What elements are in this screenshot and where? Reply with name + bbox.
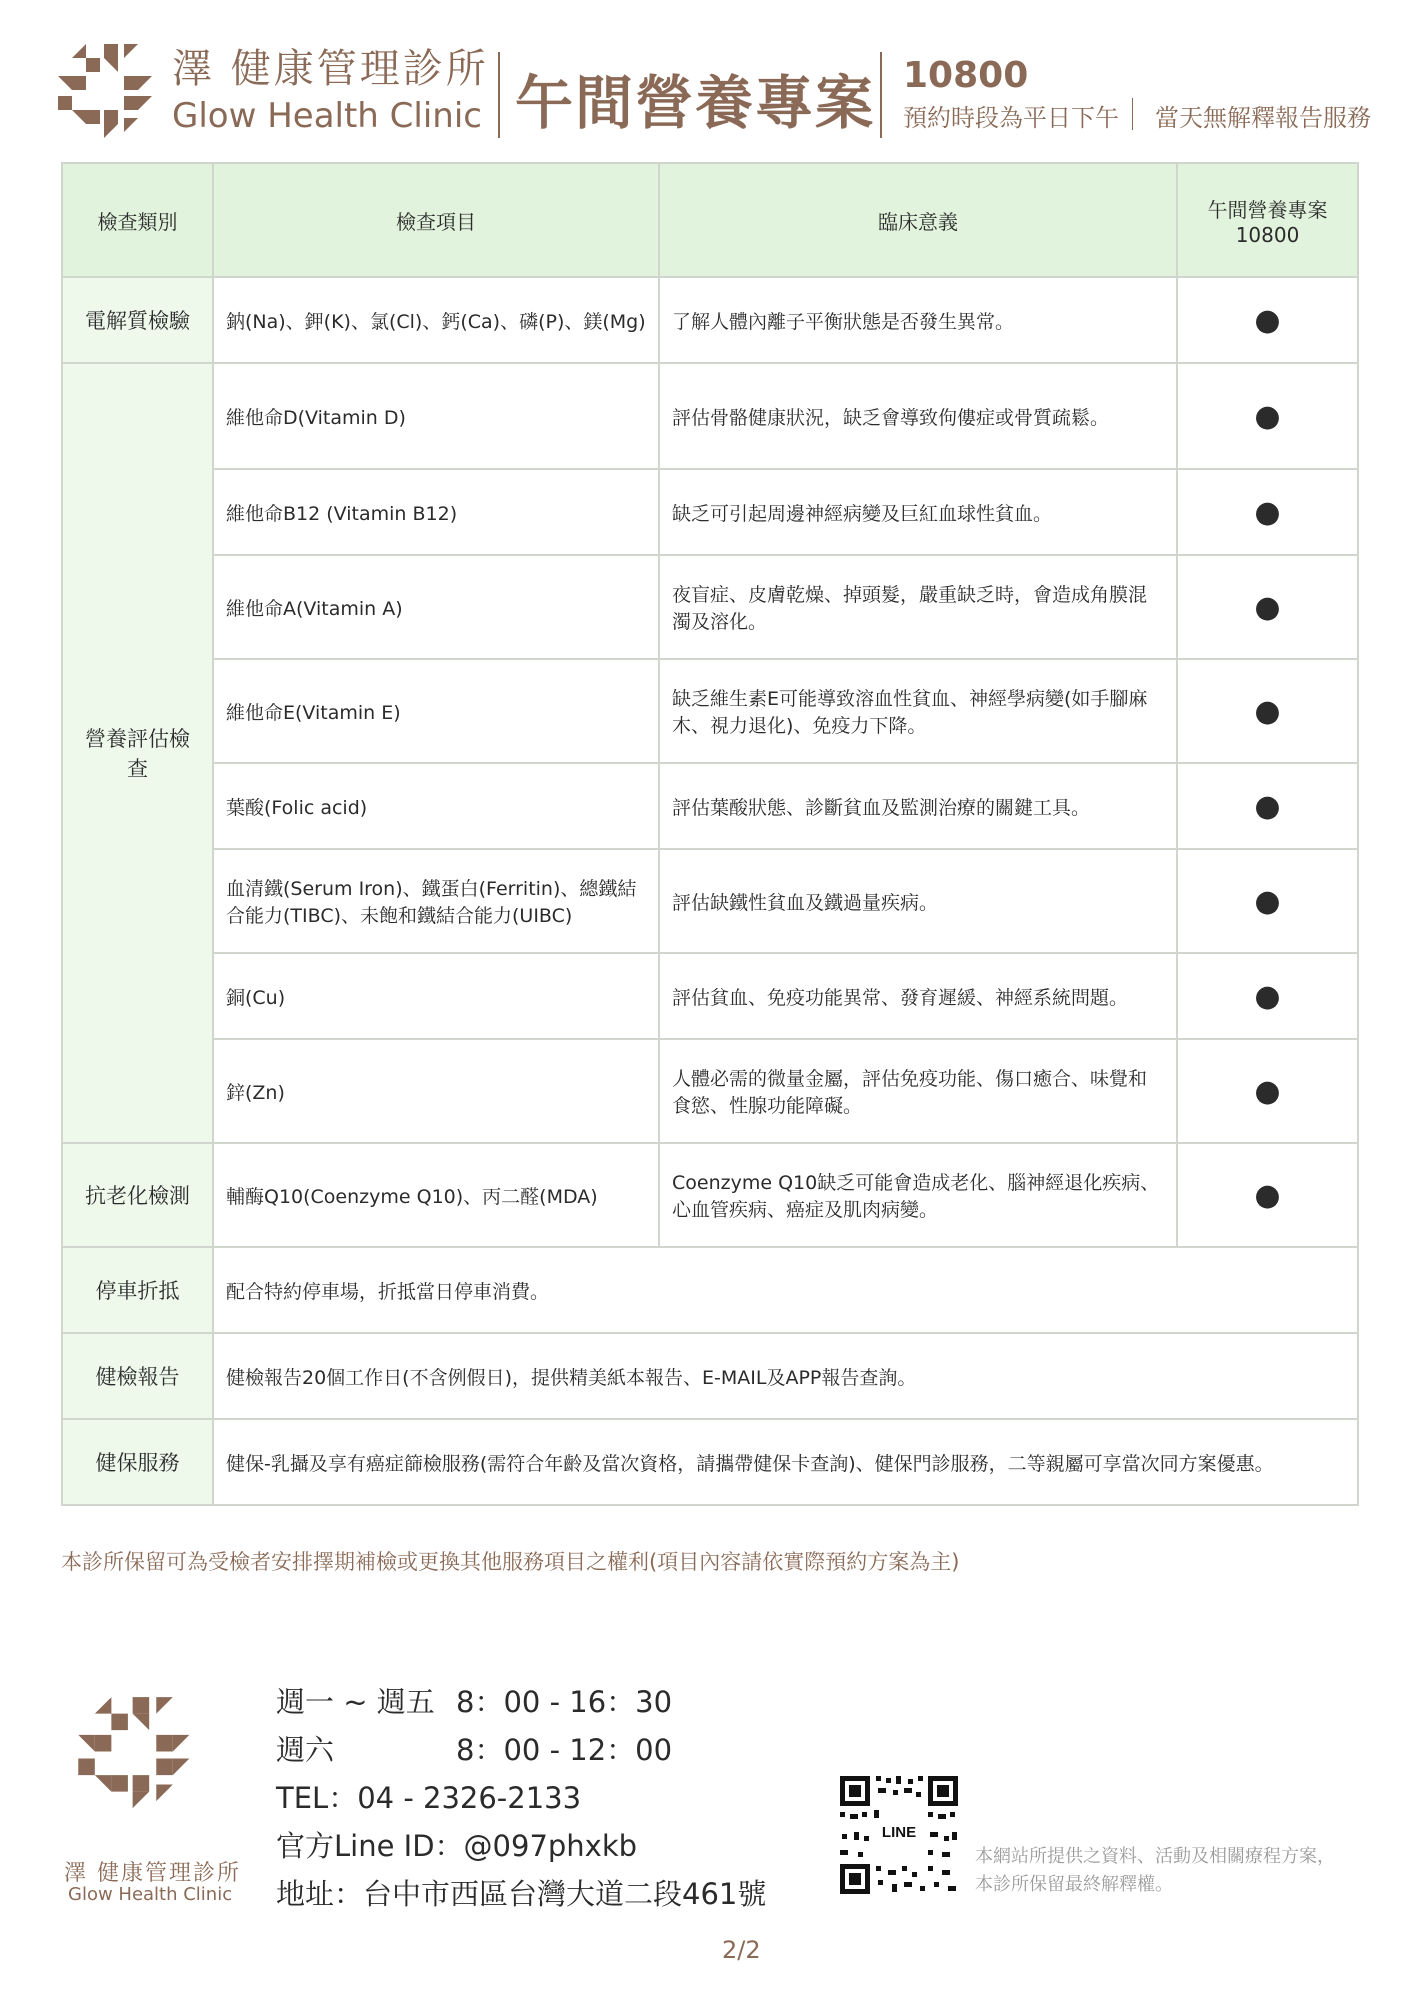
hours-saturday bbox=[276, 1726, 766, 1774]
qr-line-label: LINE bbox=[881, 1824, 917, 1841]
legal-notice-line: 本網站所提供之資料、活動及相關療程方案， bbox=[975, 1846, 1335, 1867]
category-cell: 抗老化檢測 bbox=[62, 1143, 213, 1247]
meaning-cell: Coenzyme Q10缺乏可能會造成老化、腦神經退化疾病、心血管疾病、癌症及肌肉病變。 bbox=[659, 1143, 1177, 1247]
line-id: 官方Line ID：@097phxkb bbox=[276, 1829, 638, 1863]
hours-day: 週一 ~ 週五 bbox=[276, 1685, 435, 1719]
clinic-logo-icon bbox=[58, 38, 176, 148]
service-label: 健檢報告 bbox=[62, 1333, 213, 1419]
included-mark: ● bbox=[1177, 1039, 1358, 1143]
included-mark: ● bbox=[1177, 1143, 1358, 1247]
meaning-cell: 評估骨骼健康狀況，缺乏會導致佝僂症或骨質疏鬆。 bbox=[659, 363, 1177, 469]
included-mark: ● bbox=[1177, 849, 1358, 953]
footer-brand-cn: 澤 健康管理診所 bbox=[64, 1861, 241, 1886]
brand-name-en: Glow Health Clinic bbox=[172, 96, 482, 136]
telephone: TEL：04 - 2326-2133 bbox=[276, 1781, 582, 1815]
plan-code: 10800 bbox=[903, 55, 1029, 96]
address: 地址：台中市西區台灣大道二段461號 bbox=[276, 1877, 767, 1911]
item-cell: 維他命D(Vitamin D) bbox=[213, 363, 659, 469]
service-row bbox=[62, 1247, 1358, 1333]
category-cell: 電解質檢驗 bbox=[62, 277, 213, 363]
contact-info bbox=[276, 1678, 766, 1918]
service-row bbox=[62, 1333, 1358, 1419]
plan-time: 預約時段為平日下午 bbox=[903, 104, 1119, 132]
hours-time: 8：00 - 12：00 bbox=[456, 1733, 673, 1767]
service-row bbox=[62, 1419, 1358, 1505]
header-meaning: 臨床意義 bbox=[659, 163, 1177, 277]
meaning-cell: 評估缺鐵性貧血及鐵過量疾病。 bbox=[659, 849, 1177, 953]
table-header-row bbox=[62, 163, 1358, 277]
meaning-cell: 了解人體內離子平衡狀態是否發生異常。 bbox=[659, 277, 1177, 363]
page-number: 2/2 bbox=[722, 1936, 761, 1964]
service-label: 停車折抵 bbox=[62, 1247, 213, 1333]
header-plan-name: 午間營養專案 bbox=[1207, 197, 1328, 222]
category-cell: 營養評估檢查 bbox=[62, 363, 213, 1143]
item-cell: 血清鐵(Serum Iron)、鐵蛋白(Ferritin)、總鐵結合能力(TIBC)、未飽和鐵結合能力(UIBC) bbox=[213, 849, 659, 953]
included-mark: ● bbox=[1177, 763, 1358, 849]
included-mark: ● bbox=[1177, 953, 1358, 1039]
meaning-cell: 人體必需的微量金屬，評估免疫功能、傷口癒合、味覺和食慾、性腺功能障礙。 bbox=[659, 1039, 1177, 1143]
table-row bbox=[62, 849, 1358, 953]
included-mark: ● bbox=[1177, 469, 1358, 555]
included-mark: ● bbox=[1177, 363, 1358, 469]
table-row bbox=[62, 469, 1358, 555]
item-cell: 鈉(Na)、鉀(K)、氯(Cl)、鈣(Ca)、磷(P)、鎂(Mg) bbox=[213, 277, 659, 363]
meaning-cell: 夜盲症、皮膚乾燥、掉頭髮，嚴重缺乏時，會造成角膜混濁及溶化。 bbox=[659, 555, 1177, 659]
table-row bbox=[62, 953, 1358, 1039]
service-text: 健檢報告20個工作日(不含例假日)，提供精美紙本報告、E-MAIL及APP報告查詢。 bbox=[213, 1333, 1358, 1419]
included-mark: ● bbox=[1177, 277, 1358, 363]
hours-day: 週六 bbox=[276, 1733, 335, 1767]
included-mark: ● bbox=[1177, 555, 1358, 659]
item-cell: 銅(Cu) bbox=[213, 953, 659, 1039]
item-cell: 葉酸(Folic acid) bbox=[213, 763, 659, 849]
plan-note: 當天無解釋報告服務 bbox=[1155, 104, 1371, 132]
legal-notice-line: 本診所保留最終解釋權。 bbox=[975, 1874, 1173, 1895]
meaning-cell: 缺乏可引起周邊神經病變及巨紅血球性貧血。 bbox=[659, 469, 1177, 555]
service-text: 配合特約停車場，折抵當日停車消費。 bbox=[213, 1247, 1358, 1333]
footer-brand-en: Glow Health Clinic bbox=[68, 1884, 233, 1905]
brand-name-cn: 澤 健康管理診所 bbox=[172, 46, 489, 92]
exam-table bbox=[61, 162, 1359, 1506]
header-plan-code: 10800 bbox=[1235, 222, 1300, 247]
page-header bbox=[58, 38, 1371, 148]
line-qr-code[interactable] bbox=[838, 1774, 960, 1896]
item-cell: 輔酶Q10(Coenzyme Q10)、丙二醛(MDA) bbox=[213, 1143, 659, 1247]
service-label: 健保服務 bbox=[62, 1419, 213, 1505]
legal-notice bbox=[975, 1843, 1335, 1899]
disclaimer: 本診所保留可為受檢者安排擇期補檢或更換其他服務項目之權利(項目內容請依實際預約方案為主) bbox=[61, 1550, 960, 1574]
table-row bbox=[62, 277, 1358, 363]
table-row bbox=[62, 555, 1358, 659]
service-text: 健保-乳攝及享有癌症篩檢服務(需符合年齡及當次資格，請攜帶健保卡查詢)、健保門診服務，二等親屬可享當次同方案優惠。 bbox=[213, 1419, 1358, 1505]
item-cell: 維他命E(Vitamin E) bbox=[213, 659, 659, 763]
item-cell: 維他命A(Vitamin A) bbox=[213, 555, 659, 659]
table-row bbox=[62, 1039, 1358, 1143]
hours-weekday bbox=[276, 1678, 766, 1726]
meaning-cell: 缺乏維生素E可能導致溶血性貧血、神經學病變(如手腳麻木、視力退化)、免疫力下降。 bbox=[659, 659, 1177, 763]
divider bbox=[498, 52, 500, 138]
clinic-logo-icon bbox=[78, 1690, 218, 1820]
plan-title: 午間營養專案 bbox=[515, 69, 876, 137]
header-plan bbox=[1177, 163, 1358, 277]
meaning-cell: 評估葉酸狀態、診斷貧血及監測治療的關鍵工具。 bbox=[659, 763, 1177, 849]
item-cell: 鋅(Zn) bbox=[213, 1039, 659, 1143]
table-row bbox=[62, 763, 1358, 849]
included-mark: ● bbox=[1177, 659, 1358, 763]
header-category: 檢查類別 bbox=[62, 163, 213, 277]
brand bbox=[172, 44, 489, 138]
table-row bbox=[62, 659, 1358, 763]
meaning-cell: 評估貧血、免疫功能異常、發育遲緩、神經系統問題。 bbox=[659, 953, 1177, 1039]
table-row bbox=[62, 363, 1358, 469]
hours-time: 8：00 - 16：30 bbox=[456, 1685, 673, 1719]
divider bbox=[880, 52, 882, 138]
item-cell: 維他命B12 (Vitamin B12) bbox=[213, 469, 659, 555]
table-row bbox=[62, 1143, 1358, 1247]
header-item: 檢查項目 bbox=[213, 163, 659, 277]
divider bbox=[1132, 98, 1133, 130]
